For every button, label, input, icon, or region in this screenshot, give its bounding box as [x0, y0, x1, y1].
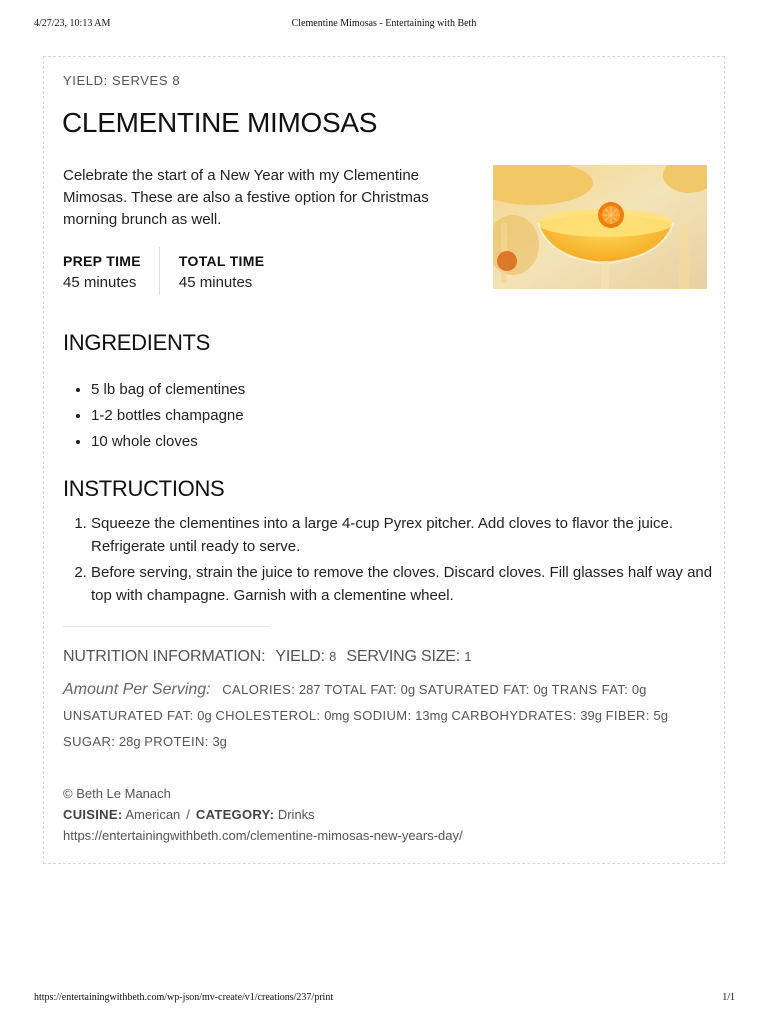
total-time-label: TOTAL TIME	[178, 253, 265, 269]
print-url: https://entertainingwithbeth.com/wp-json/mv-create/v1/creations/237/print	[34, 992, 334, 1003]
instructions-list	[63, 512, 721, 610]
prep-time-value: 45 minutes	[63, 274, 137, 291]
category-label: CATEGORY:	[195, 807, 275, 822]
total-time	[159, 247, 282, 295]
nutrition-fact: CHOLESTEROL: 0mg	[215, 708, 350, 723]
nutrition-fact: TOTAL FAT: 0g	[324, 682, 416, 697]
amount-per-serving: Amount Per Serving:	[63, 681, 211, 698]
copyright: © Beth Le Manach	[63, 786, 171, 801]
list-item: • 10 whole cloves	[91, 429, 711, 455]
meta-separator: /	[186, 807, 190, 822]
ingredients-list	[63, 377, 711, 455]
instruction-step: 2. Before serving, strain the juice to remove the cloves. Discard cloves. Fill glasses half way and top with champagne. Garnish with a clementine wheel.	[91, 561, 721, 607]
nutrition-fact: TRANS FAT: 0g	[551, 682, 647, 697]
prep-time-label: PREP TIME	[63, 253, 141, 269]
print-page-title: Clementine Mimosas - Entertaining with Beth	[291, 18, 477, 29]
recipe-photo	[493, 165, 707, 289]
nutrition-fact: PROTEIN: 3g	[144, 734, 227, 749]
print-header	[0, 18, 768, 32]
recipe-card	[43, 56, 725, 864]
recipe-url[interactable]: https://entertainingwithbeth.com/clementine-mimosas-new-years-day/	[63, 828, 463, 843]
ingredients-heading: INGREDIENTS	[63, 330, 211, 355]
recipe-times	[63, 247, 282, 295]
list-item: • 5 lb bag of clementines	[91, 377, 711, 403]
total-time-value: 45 minutes	[178, 274, 253, 291]
nutrition-title: NUTRITION INFORMATION:	[63, 648, 266, 665]
nutrition-heading	[63, 648, 703, 666]
nutrition-yield-label: YIELD:	[275, 648, 325, 665]
serving-size-value: 1	[464, 649, 472, 664]
print-date: 4/27/23, 10:13 AM	[34, 18, 111, 29]
nutrition-fact: UNSATURATED FAT: 0g	[63, 708, 212, 723]
cuisine-value: American	[125, 807, 181, 822]
cuisine-label: CUISINE:	[63, 807, 123, 822]
recipe-yield: YIELD: SERVES 8	[63, 73, 181, 88]
recipe-title: CLEMENTINE MIMOSAS	[62, 107, 378, 138]
divider	[63, 626, 269, 627]
mimosa-photo-illustration	[493, 165, 707, 289]
print-footer	[0, 992, 768, 1006]
recipe-meta	[63, 783, 703, 846]
list-item: • 1-2 bottles champagne	[91, 403, 711, 429]
nutrition-fact: SATURATED FAT: 0g	[418, 682, 548, 697]
nutrition-facts	[63, 677, 703, 755]
serving-size-label: SERVING SIZE:	[346, 648, 460, 665]
cuisine-category	[63, 804, 703, 825]
nutrition-fact: CARBOHYDRATES: 39g	[451, 708, 602, 723]
page-number: 1/1	[722, 992, 735, 1003]
category-value: Drinks	[277, 807, 315, 822]
instructions-heading: INSTRUCTIONS	[63, 476, 225, 501]
nutrition-fact: CALORIES: 287	[222, 682, 321, 697]
recipe-description: Celebrate the start of a New Year with my Clementine Mimosas. These are also a festive option for Christmas morning brunch as well.	[63, 167, 429, 228]
nutrition-fact: FIBER: 5g	[605, 708, 668, 723]
nutrition-yield-value: 8	[329, 649, 337, 664]
instruction-step: 1. Squeeze the clementines into a large 4-cup Pyrex pitcher. Add cloves to flavor the juice. Refrigerate until ready to serve.	[91, 512, 721, 558]
nutrition-fact: SUGAR: 28g	[63, 734, 141, 749]
nutrition-fact: SODIUM: 13mg	[353, 708, 448, 723]
prep-time	[63, 247, 159, 295]
